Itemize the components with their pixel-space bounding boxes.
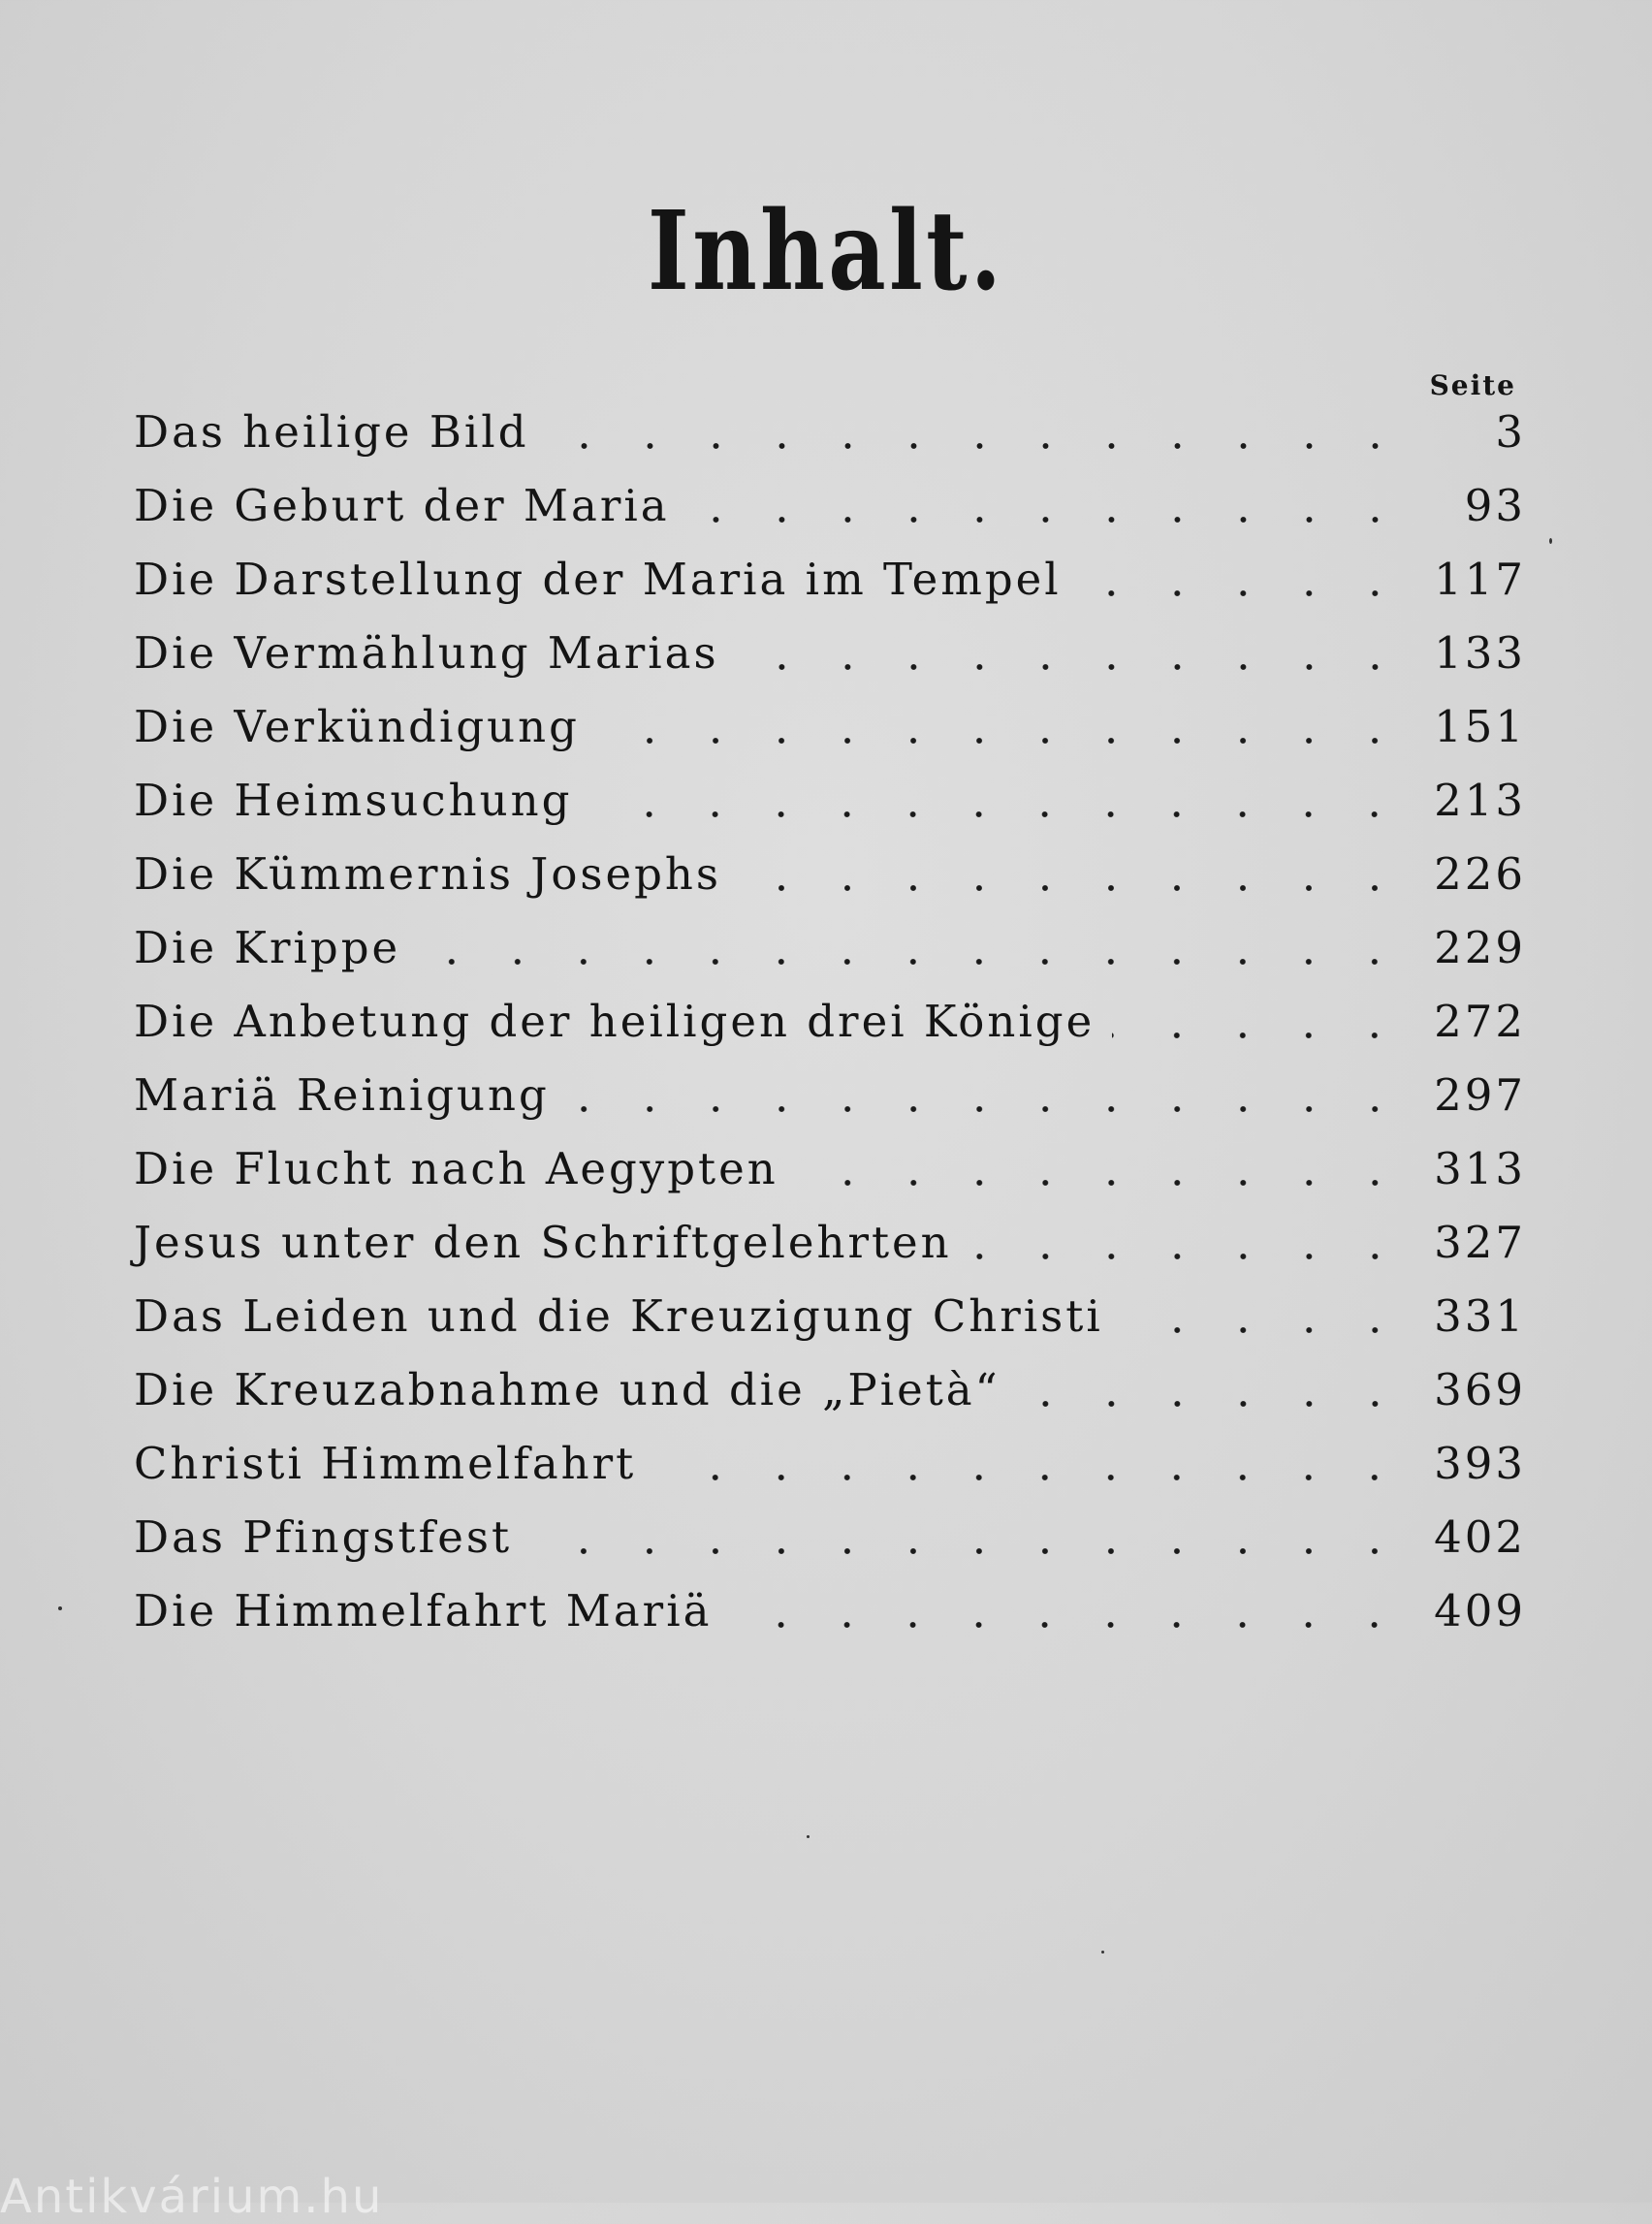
toc-entry-label: Die Flucht nach Aegypten	[134, 1143, 778, 1194]
dot-leader	[687, 469, 1408, 543]
toc-entry-label: Christi Himmelfahrt	[134, 1438, 637, 1489]
toc-entry-label: Das Leiden und die Kreuzigung Christi	[134, 1290, 1103, 1342]
toc-entry	[134, 1427, 1526, 1501]
dot-leader	[1121, 1280, 1408, 1353]
toc-entry-page: 229	[1434, 922, 1526, 973]
toc-entry	[134, 617, 1526, 690]
toc-entry-label: Die Kreuzabnahme und die „Pietà“	[134, 1364, 1001, 1415]
toc-entry-label: Die Anbetung der heiligen drei Könige	[134, 996, 1096, 1047]
toc-entry	[134, 764, 1526, 838]
toc-entry	[134, 911, 1526, 985]
watermark: Antikvárium.hu	[0, 2170, 384, 2224]
toc-entry-page: 213	[1434, 775, 1526, 826]
toc-entry-label: Jesus unter den Schriftgelehrten	[134, 1217, 952, 1268]
paper-speck	[807, 1835, 810, 1838]
dot-leader	[547, 396, 1409, 469]
toc-entry-label: Die Verkündigung	[134, 701, 580, 752]
toc-entry-label: Die Geburt der Maria	[134, 480, 670, 531]
toc-entry-page: 226	[1434, 848, 1526, 900]
dot-leader	[597, 690, 1408, 764]
toc-entry	[134, 469, 1526, 543]
toc-entry-label: Die Heimsuchung	[134, 775, 573, 826]
page-title: Inhalt.	[647, 188, 1005, 315]
toc-entry	[134, 1501, 1526, 1574]
paper-speck	[58, 1606, 62, 1610]
toc-entry	[134, 985, 1526, 1059]
toc-entry-page: 402	[1434, 1511, 1526, 1563]
toc-entry-label: Die Krippe	[134, 922, 401, 973]
dot-leader	[589, 764, 1408, 838]
toc-entry-page: 369	[1434, 1364, 1526, 1415]
toc-entry-page: 272	[1434, 996, 1526, 1047]
table-of-contents	[134, 396, 1526, 1648]
toc-entry	[134, 1059, 1526, 1132]
toc-entry	[134, 838, 1526, 911]
dot-leader	[796, 1132, 1408, 1206]
toc-entry-page: 151	[1434, 701, 1526, 752]
toc-entry-page: 93	[1464, 480, 1526, 531]
toc-entry-page: 117	[1434, 554, 1526, 605]
toc-entry-page: 133	[1434, 627, 1526, 679]
toc-entry	[134, 1132, 1526, 1206]
toc-entry-page: 313	[1434, 1143, 1526, 1194]
toc-entry	[134, 1353, 1526, 1427]
toc-entry-page: 409	[1434, 1585, 1526, 1636]
dot-leader	[739, 838, 1408, 911]
toc-entry	[134, 1280, 1526, 1353]
dot-leader	[1112, 985, 1408, 1059]
dot-leader	[418, 911, 1408, 985]
toc-entry-label: Die Darstellung der Maria im Tempel	[134, 554, 1062, 605]
toc-entry-label: Das heilige Bild	[134, 406, 529, 458]
dot-leader	[729, 1574, 1408, 1648]
toc-entry	[134, 690, 1526, 764]
dot-leader	[567, 1059, 1408, 1132]
toc-entry-label: Mariä Reinigung	[134, 1069, 550, 1121]
toc-entry-page: 297	[1434, 1069, 1526, 1121]
dot-leader	[653, 1427, 1408, 1501]
toc-entry-label: Die Himmelfahrt Mariä	[134, 1585, 713, 1636]
toc-entry	[134, 396, 1526, 469]
toc-entry	[134, 1206, 1526, 1280]
toc-entry-label: Das Pfingstfest	[134, 1511, 513, 1563]
dot-leader	[529, 1501, 1408, 1574]
toc-entry	[134, 1574, 1526, 1648]
toc-entry-page: 393	[1434, 1438, 1526, 1489]
toc-entry-label: Die Kümmernis Josephs	[134, 848, 722, 900]
dot-leader	[1018, 1353, 1408, 1427]
paper-speck	[1549, 538, 1552, 544]
toc-entry-label: Die Vermählung Marias	[134, 627, 719, 679]
toc-entry-page: 3	[1495, 406, 1526, 458]
dot-leader	[1079, 543, 1408, 617]
toc-entry-page: 327	[1434, 1217, 1526, 1268]
paper-speck	[1101, 1951, 1104, 1954]
dot-leader	[737, 617, 1408, 690]
page-column-header: Seite	[1429, 369, 1516, 401]
toc-entry	[134, 543, 1526, 617]
dot-leader	[969, 1206, 1408, 1280]
toc-entry-page: 331	[1434, 1290, 1526, 1342]
